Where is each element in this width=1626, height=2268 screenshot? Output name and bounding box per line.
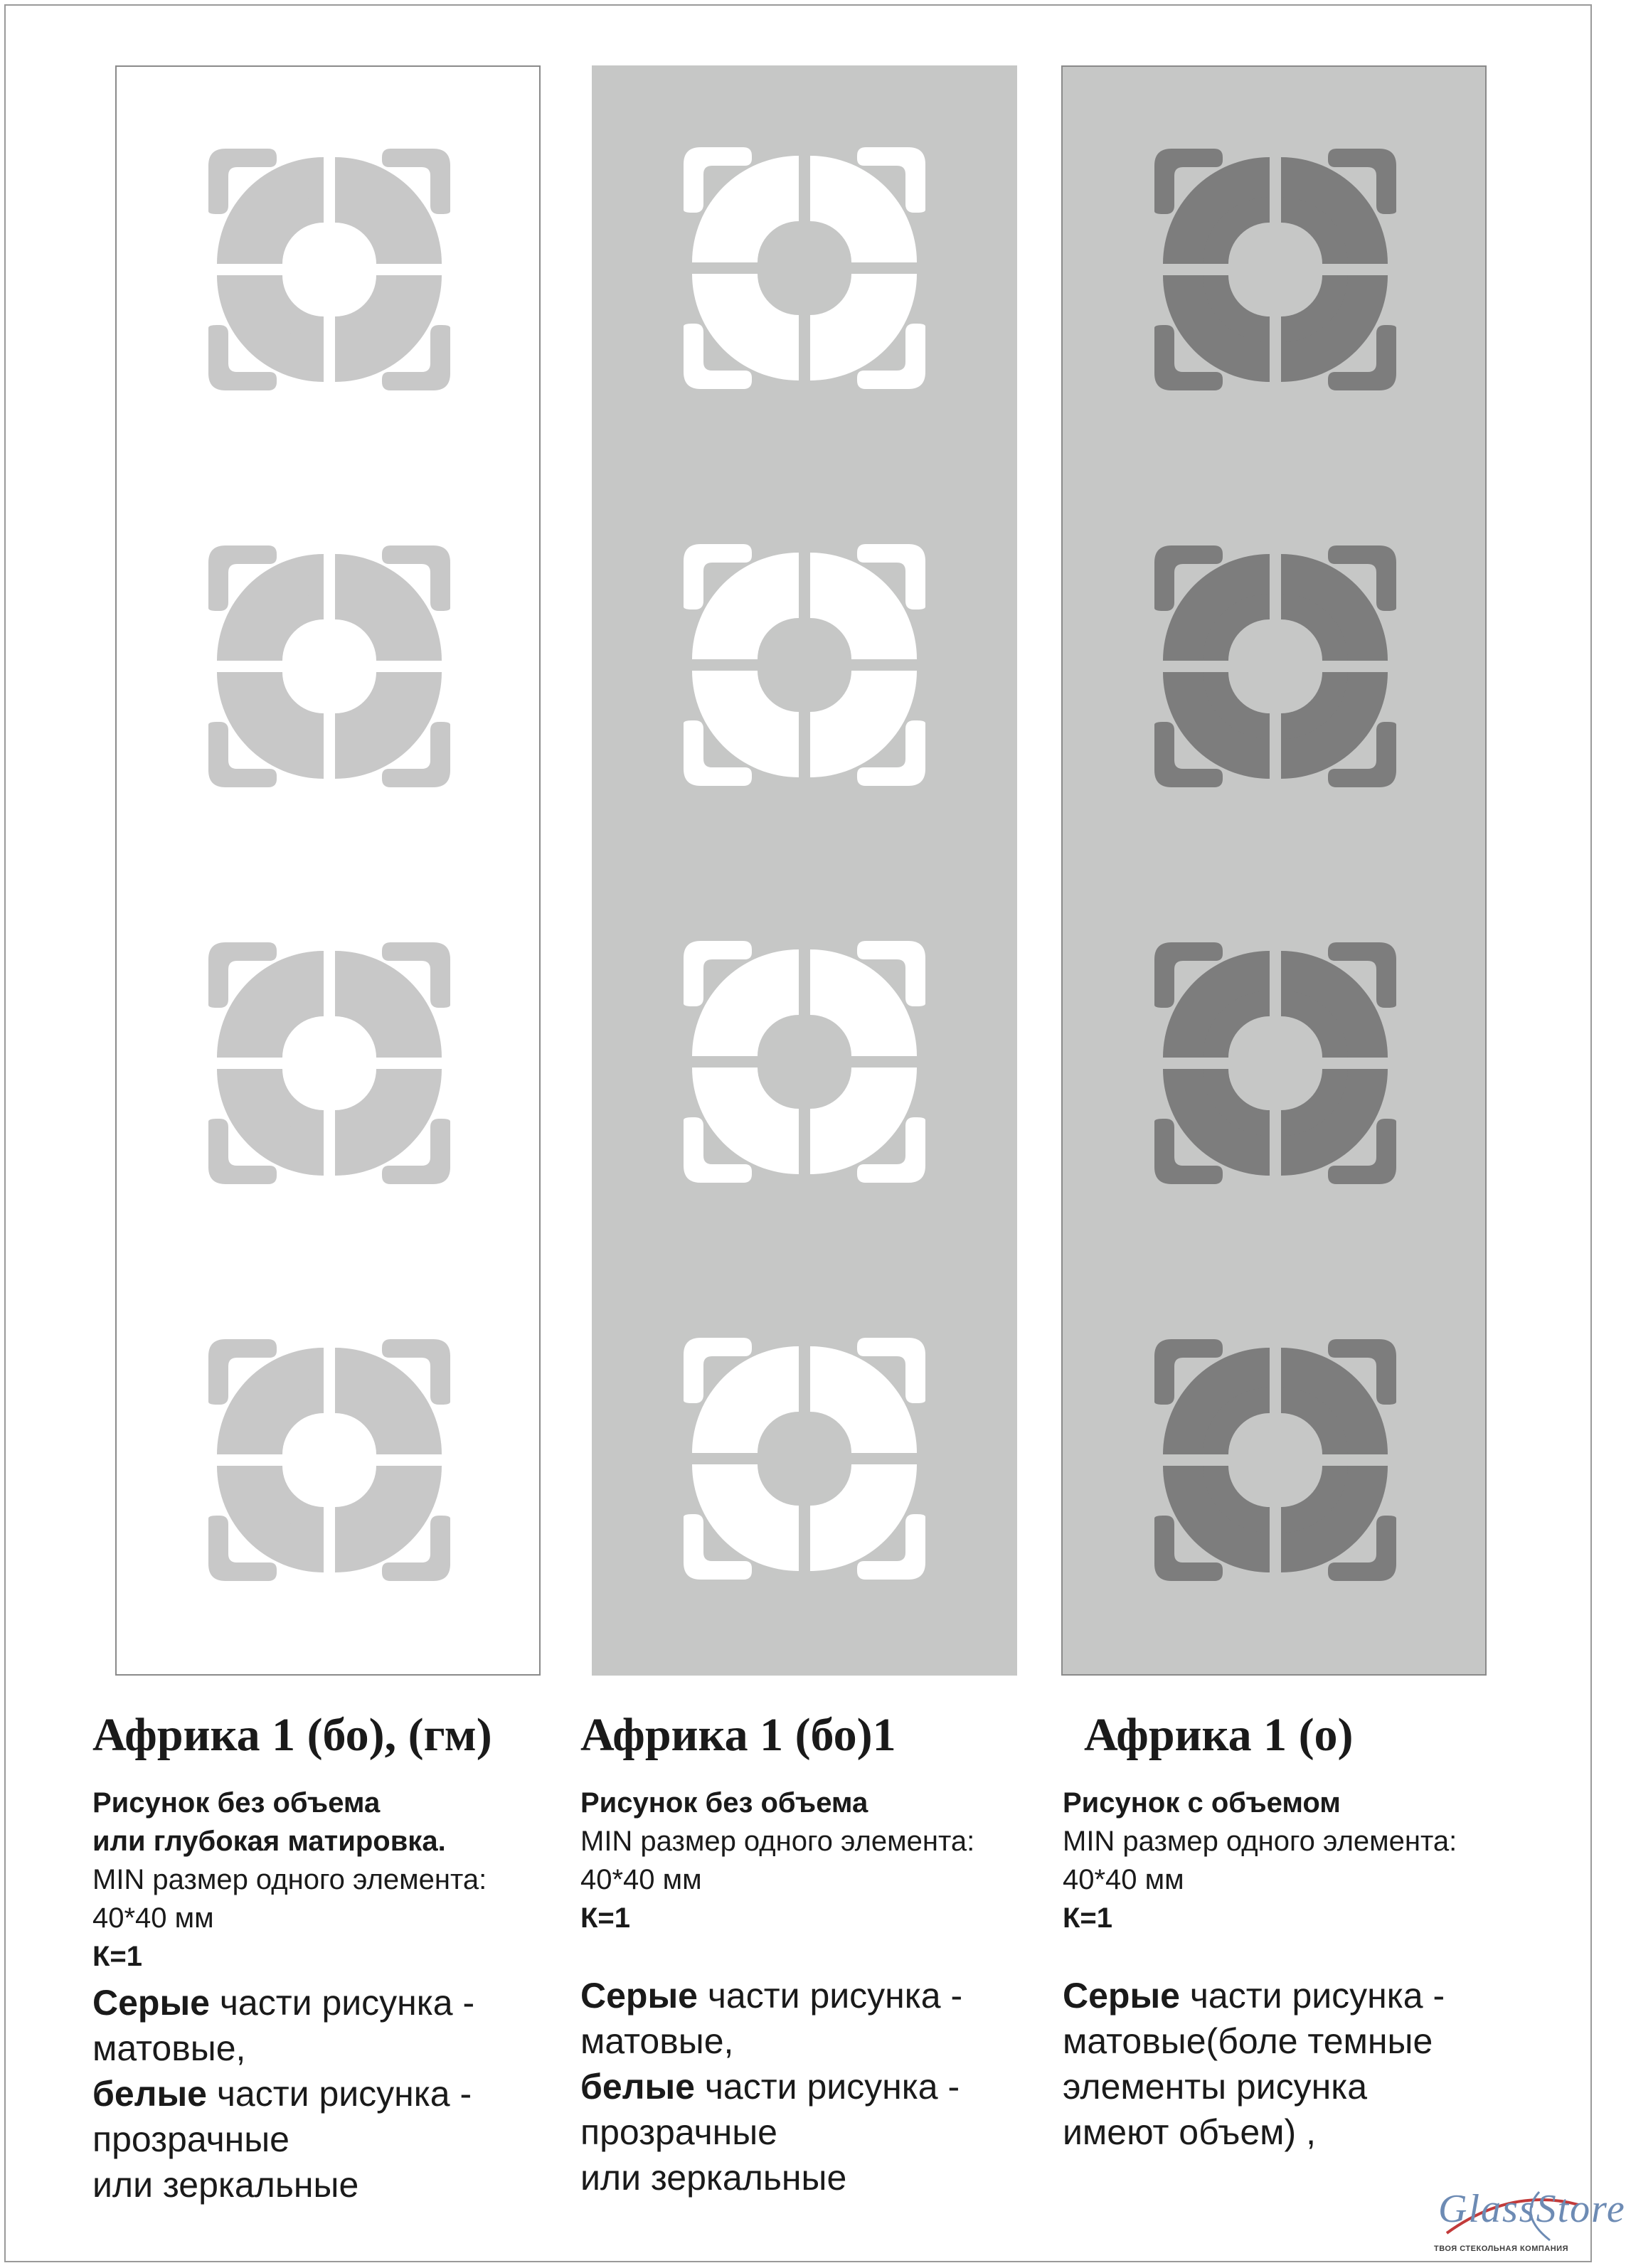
note-line: Серые части рисунка - xyxy=(92,1983,475,2023)
ornament-quadrant xyxy=(810,1338,925,1453)
glass-panel-2 xyxy=(592,65,1017,1676)
design-title: Африка 1 (о) xyxy=(1084,1709,1354,1761)
caption-1 xyxy=(92,1707,576,2208)
logo-text: GlassStore xyxy=(1438,2187,1626,2231)
ornament-quadrant xyxy=(1154,1339,1270,1454)
k-coefficient: К=1 xyxy=(92,1941,143,1972)
note-line: белые части рисунка - xyxy=(92,2074,472,2114)
note-line: элементы рисунка xyxy=(1063,2067,1368,2107)
description-line: 40*40 мм xyxy=(92,1902,214,1934)
glass-panel-1 xyxy=(115,65,541,1676)
ornament-motif xyxy=(208,149,450,390)
design-description xyxy=(92,1784,576,1976)
note-line: прозрачные xyxy=(580,2112,777,2152)
description-bold-line: Рисунок без объема xyxy=(92,1787,381,1819)
description-line: MIN размер одного элемента: xyxy=(92,1864,487,1895)
note-line: или зеркальные xyxy=(580,2158,847,2198)
ornament-quadrant xyxy=(1154,275,1270,390)
ornament-quadrant xyxy=(810,544,925,659)
glass-panel-3 xyxy=(1061,65,1487,1676)
design-description xyxy=(1063,1784,1546,1937)
ornament-quadrant xyxy=(810,147,925,262)
description-line: 40*40 мм xyxy=(580,1864,702,1895)
ornament-quadrant xyxy=(208,672,324,787)
ornament-quadrant xyxy=(1154,545,1270,661)
design-notes xyxy=(92,1980,576,2208)
description-line: MIN размер одного элемента: xyxy=(580,1826,975,1857)
ornament-quadrant xyxy=(335,149,450,264)
ornament-quadrant xyxy=(1281,1069,1396,1184)
ornament-quadrant xyxy=(335,1069,450,1184)
ornament-motif xyxy=(1154,545,1396,787)
note-line: или зеркальные xyxy=(92,2165,359,2205)
ornament-quadrant xyxy=(810,671,925,786)
ornament-quadrant xyxy=(684,671,799,786)
ornament-quadrant xyxy=(335,1466,450,1581)
ornament-quadrant xyxy=(810,1464,925,1580)
ornament-motif xyxy=(684,544,925,786)
ornament-quadrant xyxy=(684,147,799,262)
ornament-quadrant xyxy=(1154,1069,1270,1184)
ornament-quadrant xyxy=(1281,672,1396,787)
ornament-motif xyxy=(1154,149,1396,390)
note-line: матовые, xyxy=(580,2021,734,2061)
k-coefficient: К=1 xyxy=(1063,1902,1113,1934)
ornament-quadrant xyxy=(208,1466,324,1581)
ornament-quadrant xyxy=(684,1464,799,1580)
ornament-quadrant xyxy=(684,1068,799,1183)
ornament-quadrant xyxy=(208,545,324,661)
note-line: имеют объем) , xyxy=(1063,2112,1316,2152)
design-description xyxy=(580,1784,1064,1937)
ornament-quadrant xyxy=(1281,149,1396,264)
k-coefficient: К=1 xyxy=(580,1902,631,1934)
ornament-quadrant xyxy=(810,941,925,1056)
ornament-quadrant xyxy=(335,1339,450,1454)
logo-tagline: ТВОЯ СТЕКОЛЬНАЯ КОМПАНИЯ xyxy=(1434,2245,1568,2253)
caption-3 xyxy=(1063,1707,1546,2155)
ornament-quadrant xyxy=(208,275,324,390)
design-notes xyxy=(1063,1973,1546,2155)
ornament-motif xyxy=(684,147,925,389)
note-line: белые части рисунка - xyxy=(580,2067,960,2107)
ornament-quadrant xyxy=(1281,1466,1396,1581)
ornament-quadrant xyxy=(684,1338,799,1453)
ornament-quadrant xyxy=(208,1069,324,1184)
ornament-motif xyxy=(208,1339,450,1581)
ornament-pattern xyxy=(117,67,542,1677)
design-title: Африка 1 (бо)1 xyxy=(580,1709,896,1761)
ornament-quadrant xyxy=(335,545,450,661)
ornament-quadrant xyxy=(335,672,450,787)
ornament-quadrant xyxy=(1154,672,1270,787)
note-line: матовые, xyxy=(92,2028,246,2068)
ornament-quadrant xyxy=(1281,942,1396,1058)
ornament-motif xyxy=(1154,942,1396,1184)
description-bold-line: Рисунок без объема xyxy=(580,1787,868,1819)
description-line: MIN размер одного элемента: xyxy=(1063,1826,1457,1857)
note-line: прозрачные xyxy=(92,2119,289,2159)
ornament-quadrant xyxy=(810,1068,925,1183)
ornament-quadrant xyxy=(208,149,324,264)
ornament-motif xyxy=(208,942,450,1184)
note-line: матовые(боле темные xyxy=(1063,2021,1433,2061)
note-line: Серые части рисунка - xyxy=(580,1976,963,2016)
note-line: Серые части рисунка - xyxy=(1063,1976,1445,2016)
ornament-quadrant xyxy=(1154,942,1270,1058)
glassstore-logo xyxy=(1433,2183,1626,2265)
ornament-quadrant xyxy=(208,1339,324,1454)
ornament-quadrant xyxy=(1281,1339,1396,1454)
description-bold-line: или глубокая матировка. xyxy=(92,1826,446,1857)
ornament-motif xyxy=(208,545,450,787)
ornament-pattern xyxy=(1063,67,1488,1677)
ornament-quadrant xyxy=(684,941,799,1056)
ornament-motif xyxy=(1154,1339,1396,1581)
ornament-quadrant xyxy=(208,942,324,1058)
ornament-quadrant xyxy=(335,275,450,390)
design-title: Африка 1 (бо), (гм) xyxy=(92,1709,492,1761)
ornament-motif xyxy=(684,1338,925,1580)
ornament-quadrant xyxy=(1281,545,1396,661)
ornament-quadrant xyxy=(684,274,799,389)
description-line: 40*40 мм xyxy=(1063,1864,1184,1895)
design-notes xyxy=(580,1973,1064,2200)
ornament-quadrant xyxy=(684,544,799,659)
ornament-quadrant xyxy=(1154,149,1270,264)
ornament-quadrant xyxy=(335,942,450,1058)
caption-2 xyxy=(580,1707,1064,2200)
description-bold-line: Рисунок с объемом xyxy=(1063,1787,1341,1819)
ornament-quadrant xyxy=(1281,275,1396,390)
ornament-motif xyxy=(684,941,925,1183)
ornament-pattern xyxy=(592,65,1017,1676)
ornament-quadrant xyxy=(810,274,925,389)
ornament-quadrant xyxy=(1154,1466,1270,1581)
